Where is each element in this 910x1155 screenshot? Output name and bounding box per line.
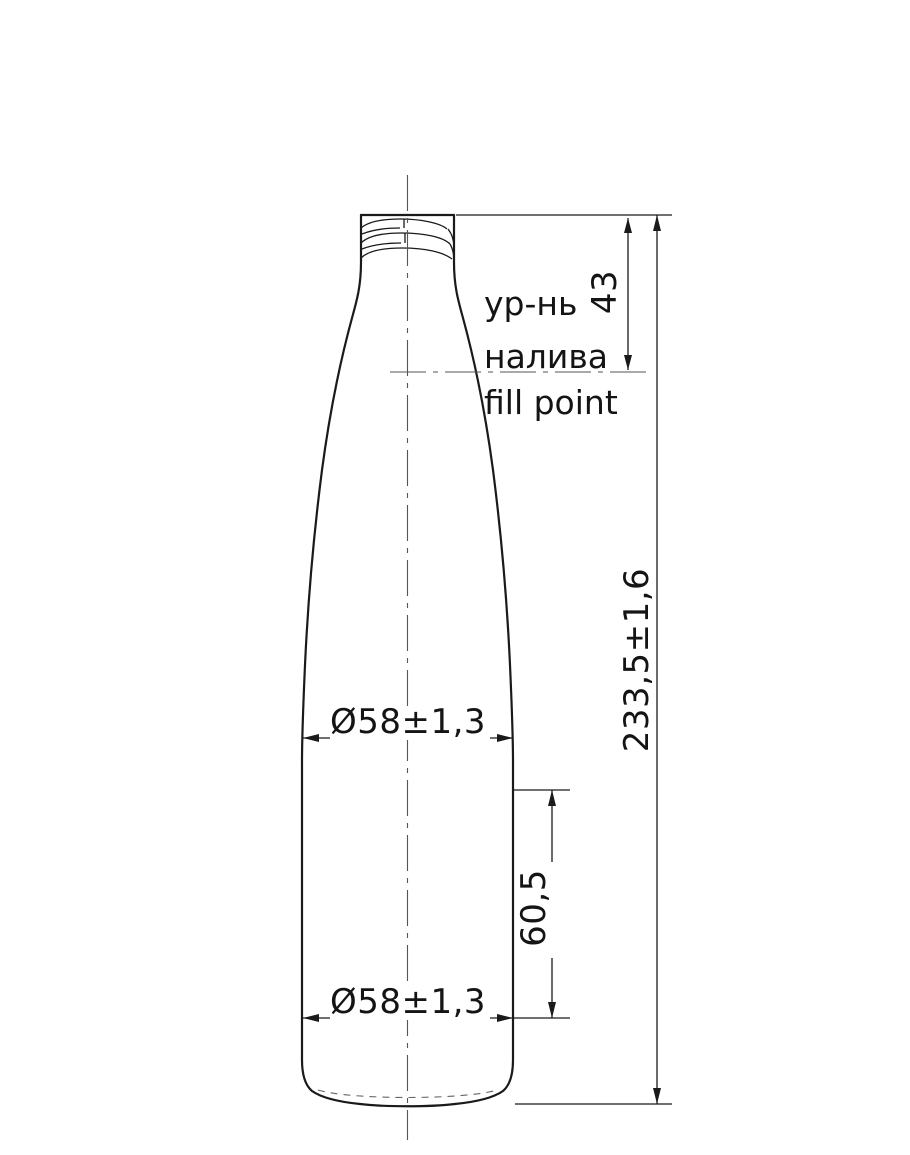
label-panel-height-label: 60,5 bbox=[514, 869, 554, 947]
upper-diameter-dimension bbox=[303, 702, 513, 742]
fill-point-note-line-3: fill point bbox=[484, 383, 618, 422]
total-height-label: 233,5±1,6 bbox=[617, 567, 657, 753]
fill-height-label: 43 bbox=[585, 269, 625, 315]
total-height-dimension bbox=[617, 215, 661, 1104]
lower-diameter-label: Ø58±1,3 bbox=[329, 982, 487, 1022]
bottle-bottom-pushup bbox=[318, 1090, 497, 1098]
upper-diameter-label: Ø58±1,3 bbox=[329, 702, 487, 742]
fill-point-note-line-2: налива bbox=[484, 337, 609, 376]
lower-diameter-dimension bbox=[303, 982, 513, 1022]
fill-point-note-line-1: ур-нь bbox=[484, 284, 578, 323]
label-panel-dimension bbox=[514, 790, 570, 1018]
